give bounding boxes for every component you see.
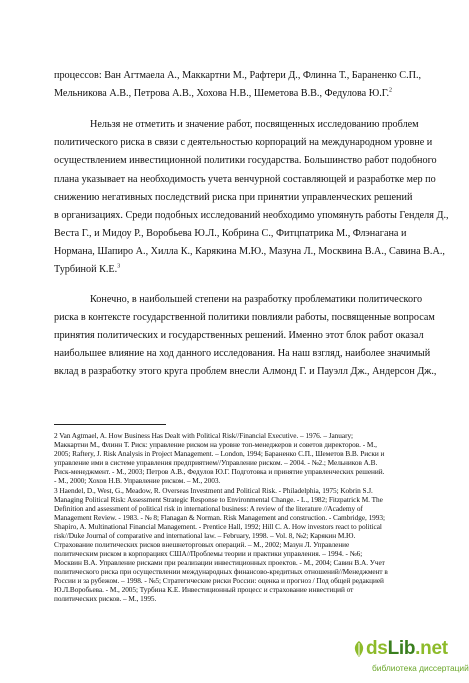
footnote-line: Shapiro, A. Multinational Financial Management. - Prentice Hall, 1992; Hill C. A. How investors react to political [54, 522, 382, 531]
body-line-text: Турбиной К.Е. [54, 264, 118, 275]
body-line: Нельзя не отметить и значение работ, посвященных исследованию проблем [90, 119, 419, 130]
footnote-line: 2005; Raftery, J. Risk Analysis in Project Management. – London, 1994; Бараненко С.П., Шеметов В.В. Риски и [54, 449, 385, 458]
dslib-watermark[interactable] [352, 638, 469, 680]
footnote-line: России и за рубежом. – 1998. - №5; Стратегические риски России: оценка и прогноз / Под общей редакцией [54, 576, 384, 585]
footnote-line: политических рисков. – М., 1995. [54, 594, 157, 603]
logo-lib: Lib [387, 638, 416, 659]
footnote-line: - М., 2000; Хохов Н.В. Управление риском. – М., 2003. [54, 476, 221, 485]
body-line: вклад в разработку этого круга проблем внесли Алмонд Г. и Пауэлл Дж., Андерсон Дж., [54, 366, 437, 377]
footnote-line: 3 Haendel, D., West, G., Meadow, R. Overseas Investment and Political Risk. - Philadelphia, 1975; Kobrin S.J. [54, 486, 373, 495]
dslib-logo [352, 638, 448, 660]
footnote-line: Management Review. - 1983. - № 8; Flanagan & Norman. Risk Management and construction. - Cambridge, 1993; [54, 513, 385, 522]
dslib-subtitle: библиотека диссертаций [372, 663, 469, 673]
footnote-line: политического риска при осуществлении международных финансово-кредитных отношений//Менеджмент в [54, 567, 388, 576]
footnote-line: risk//Duke Journal of comparative and international law. – February, 1998. – Vol. 8, №2; Карякин М.Ю. [54, 531, 356, 540]
footnote-ref-3[interactable]: 3 [117, 263, 121, 270]
footnote-line: Страхование политических рисков внешнеторговых операций. – М., 2002; Мазун Л. Управление [54, 540, 350, 549]
body-line: снижению негативных последствий риска при принятии управленческих решений [54, 192, 413, 203]
body-line: политического риска в связи с деятельностью корпораций на международном уровне и [54, 137, 433, 148]
footnote-line: Маккартни М., Флинн Т. Риск: управление риском на уровне топ-менеджеров и советов директоров. - М., [54, 440, 377, 449]
footnote-line: Москвин В.А. Управление рисками при реализации инвестиционных проектов. - М., 2004; Савин В.А. Учет [54, 558, 385, 567]
body-line: Конечно, в наибольшей степени на разработку проблематики политического [90, 294, 423, 305]
footnote-line: Definition and assessment of political risk in international business: A review of the literature //Academy of [54, 504, 363, 513]
body-line: Нормана, Шапиро А., Хилла К., Карякина М.Ю., Мазуна Л., Москвина В.А., Савина В.А., [54, 246, 445, 257]
footnote-line: 2 Van Agtmael, A. How Business Has Dealt with Political Risk//Financial Executive. – 1976. – January; [54, 431, 354, 440]
footnote-ref-2[interactable]: 2 [389, 87, 393, 94]
body-line: в организациях. Среди подобных исследований необходимо упомянуть работы Генделя Д., [54, 210, 449, 221]
body-line: плана указывает на необходимость учета венчурной составляющей и разработке мер по [54, 174, 436, 185]
footnote-line: политическим риском в корпорациях США//Проблемы теории и практики управления. – 1994. - №6; [54, 549, 363, 558]
body-line: осуществлением инвестиционной политики государства. Большинство работ подобного [54, 155, 437, 166]
body-line: наибольшее влияние на ход данного исследования. На наш взгляд, наиболее значимый [54, 348, 431, 359]
body-line [54, 88, 392, 100]
body-line: риска в контексте государственной политики повлияли работы, посвященные вопросам [54, 312, 435, 323]
body-line: принятия политических и государственных решений. Именно этот блок работ оказал [54, 330, 424, 341]
leaf-icon [352, 640, 366, 658]
footnote-line: Риск-менеджмент. - М., 2003; Петров А.В., Федулов Ю.Г. Подготовка и принятие управленческих решений. [54, 467, 385, 476]
footnote-separator [54, 424, 166, 425]
footnote-line: Managing Political Risk: Assessment Strategic Response to Environmental Change. - L., 1982; Fitzpatrick M. The [54, 495, 383, 504]
logo-net: .net [415, 638, 448, 659]
body-line-text: Мельникова А.В., Петрова А.В., Хохова Н.В., Шеметова В.В., Федулова Ю.Г. [54, 88, 390, 99]
body-line: процессов: Ван Агтмаела А., Маккартни М., Рафтери Д., Флинна Т., Бараненко С.П., [54, 70, 422, 81]
body-line [54, 264, 120, 276]
logo-ds: ds [366, 638, 388, 659]
footnote-line: Ю.Л.Воробьева. - М., 2005; Турбина К.Е. Инвестиционный процесс и страхование инвестиций от [54, 585, 354, 594]
footnote-line: управление ими в системе управления предприятием//Управление риском. – 2004. - №2.; Мельников А.В. [54, 458, 378, 467]
body-line: Веста Г., и Мидоу Р., Воробьева Ю.Л., Кобрина С., Фитцпатрика М., Флэнагана и [54, 228, 407, 239]
